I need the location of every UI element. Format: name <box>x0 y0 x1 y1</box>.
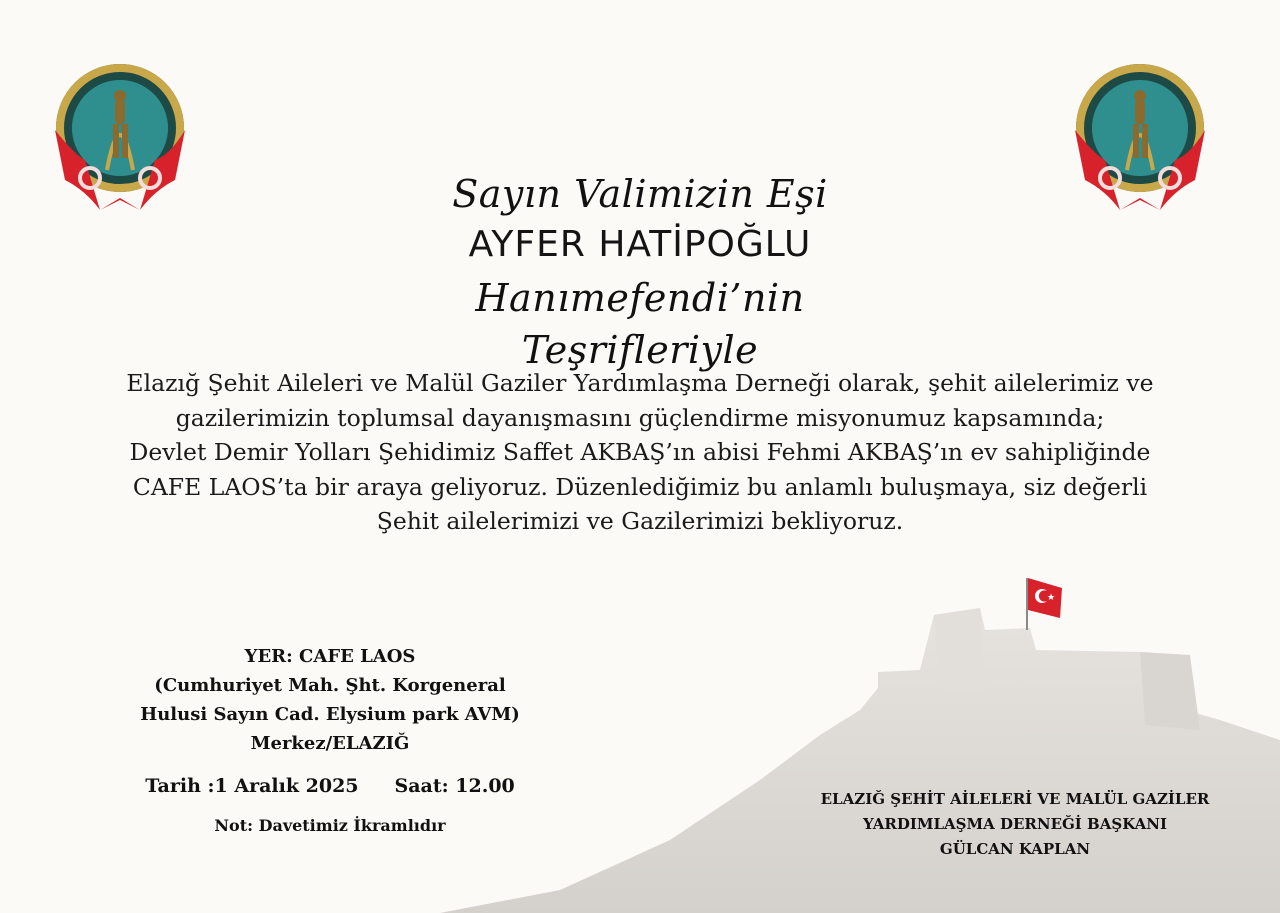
invitation-paragraph <box>40 366 1240 539</box>
venue-address-line2: Hulusi Sayın Cad. Elysium park AVM) <box>140 704 520 725</box>
paragraph-line: Şehit ailelerimizi ve Gazilerimizi bekliyoruz. <box>376 507 904 535</box>
signature-line2: YARDIMLAŞMA DERNEĞİ BAŞKANI <box>862 815 1167 833</box>
event-note: Not: Davetimiz İkramlıdır <box>214 816 446 835</box>
turkish-flag-icon <box>1028 578 1062 618</box>
title-block <box>370 160 910 372</box>
title-script-line1: Sayın Valimizin Eşi <box>452 172 828 216</box>
signature-name: GÜLCAN KAPLAN <box>939 840 1091 858</box>
title-script-line3: Hanımefendi’nin Teşrifleriyle <box>475 276 805 372</box>
venue-city: Merkez/ELAZIĞ <box>250 733 410 754</box>
honoree-name: AYFER HATİPOĞLU <box>468 224 812 265</box>
signature-line1: ELAZIĞ ŞEHİT AİLELERİ VE MALÜL GAZİLER <box>820 790 1210 808</box>
paragraph-line: CAFE LAOS’ta bir araya geliyoruz. Düzenlediğimiz bu anlamlı buluşmaya, siz değerli <box>132 472 1148 501</box>
paragraph-line: gazilerimizin toplumsal dayanışmasını güçlendirme misyonumuz kapsamında; <box>175 403 1105 432</box>
paragraph-line: Devlet Demir Yolları Şehidimiz Saffet AKBAŞ’ın abisi Fehmi AKBAŞ’ın ev sahipliğinde <box>129 438 1151 466</box>
event-time: Saat: 12.00 <box>394 775 515 797</box>
association-emblem-icon <box>45 60 195 220</box>
association-emblem-icon <box>1065 60 1215 220</box>
signature-block <box>770 787 1260 862</box>
venue-address-line1: (Cumhuriyet Mah. Şht. Korgeneral <box>154 675 506 696</box>
venue-place: YER: CAFE LAOS <box>244 646 416 667</box>
event-schedule <box>60 772 600 801</box>
paragraph-line: Elazığ Şehit Aileleri ve Malül Gaziler Yardımlaşma Derneği olarak, şehit ailelerimiz ve <box>126 369 1154 397</box>
event-date: Tarih :1 Aralık 2025 <box>145 775 359 797</box>
event-details <box>60 642 600 840</box>
